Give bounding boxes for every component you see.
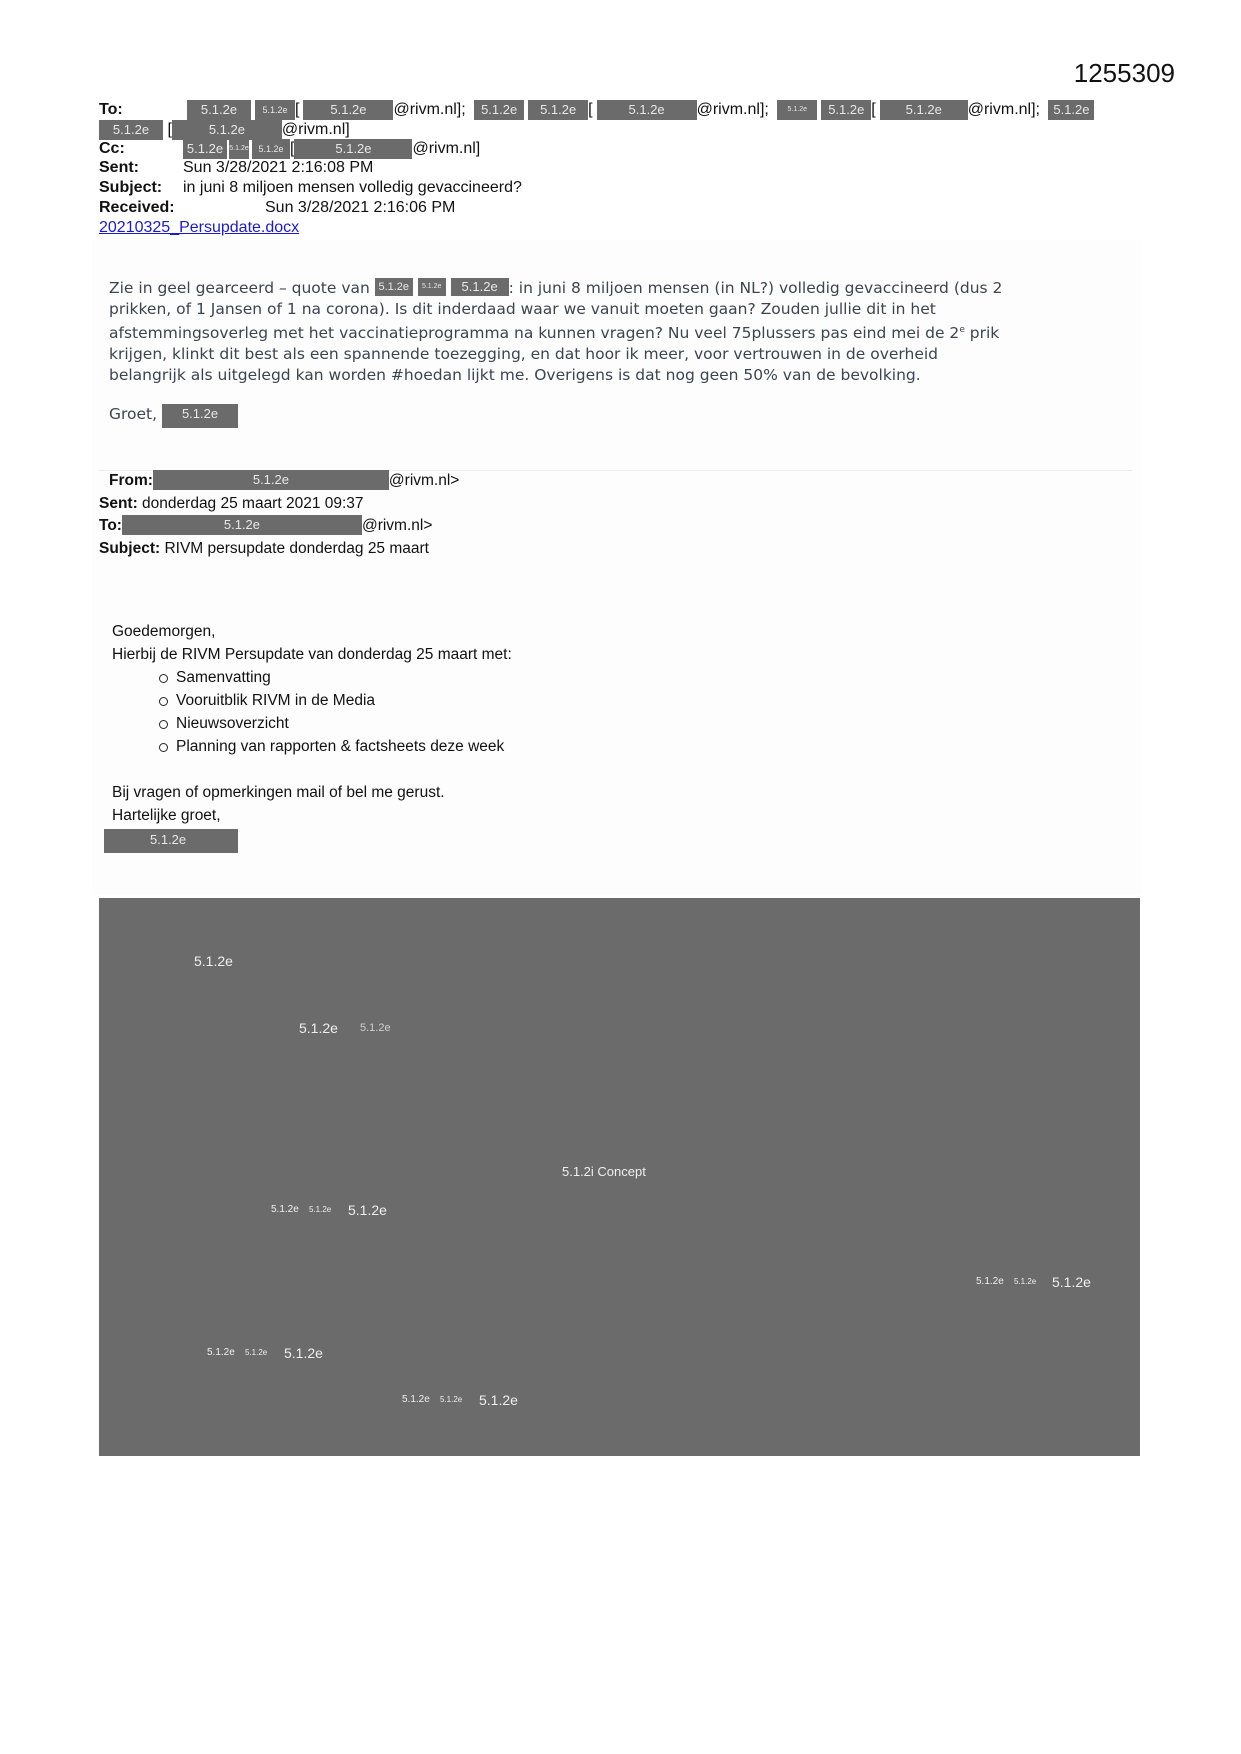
intro: Hierbij de RIVM Persupdate van donderdag 25 maart met: (112, 646, 512, 663)
attachment-link[interactable]: 20210325_Persupdate.docx (99, 219, 300, 236)
cc-suffix: @rivm.nl] (412, 140, 481, 157)
redaction-label: 5.1.2i Concept (562, 1164, 646, 1179)
body-line-2: prikken, of 1 Jansen of 1 na corona). Is dit inderdaad waar we vanuit moeten gaan? Zouden jullie dit in het (109, 300, 936, 318)
redaction-box: 5.1.2e (229, 139, 249, 159)
list-item: Nieuwsoverzicht (156, 712, 512, 735)
separator-text: @rivm.nl]; (696, 101, 774, 118)
cc-line: Cc: 5.1.2e 5.1.2e 5.1.2e [ 5.1.2e @rivm.nl] (99, 140, 481, 157)
redaction-label: 5.1.2e (207, 1347, 235, 1358)
fwd-subject-line: Subject: RIVM persupdate donderdag 25 maart (99, 539, 429, 557)
attachment-line (99, 218, 299, 238)
sent-label: Sent: (99, 159, 139, 176)
list-item: Samenvatting (156, 666, 512, 689)
redacted-image-panel (99, 898, 1140, 1456)
redaction-box: 5.1.2e (1048, 100, 1094, 120)
redaction-label: 5.1.2e (1014, 1277, 1037, 1286)
redaction-box: 5.1.2e (187, 100, 251, 120)
separator-text: [ (295, 101, 300, 118)
redaction-box: 5.1.2e (375, 278, 413, 296)
to-suffix: @rivm.nl] (281, 121, 350, 138)
forwarded-header (99, 470, 459, 560)
redaction-box: 5.1.2e (122, 515, 362, 535)
redaction-box: 5.1.2e (303, 100, 393, 120)
separator-text: [ (588, 101, 593, 118)
redaction-box: 5.1.2e (99, 120, 163, 140)
redaction-box: 5.1.2e (451, 278, 509, 296)
subject-line (99, 178, 522, 198)
separator-text: [ (871, 101, 876, 118)
received-label: Received: (99, 199, 175, 216)
redaction-box: 5.1.2e (172, 120, 282, 140)
subject-value: in juni 8 miljoen mensen volledig gevaccineerd? (183, 179, 522, 196)
redaction-box: 5.1.2e (597, 100, 697, 120)
sent-line (99, 158, 373, 178)
sign-off: Hartelijke groet, (112, 807, 221, 824)
closing-note: Bij vragen of opmerkingen mail of bel me gerust. (112, 784, 445, 801)
redaction-box: 5.1.2e (162, 404, 238, 428)
redaction-box: 5.1.2e (821, 100, 871, 120)
redaction-box: 5.1.2e (474, 100, 524, 120)
redaction-box: 5.1.2e (294, 139, 412, 159)
body-line-4: krijgen, klinkt dit best als een spannende toezegging, en dat hoor ik meer, voor vertrouwen in de overheid (109, 345, 939, 364)
received-value: Sun 3/28/2021 2:16:06 PM (265, 199, 456, 216)
forwarded-body (112, 620, 512, 853)
greeting-line: Groet, 5.1.2e (109, 404, 1139, 428)
document-number: 1255309 (1073, 58, 1175, 88)
separator-text: @rivm.nl]; (967, 101, 1045, 118)
redaction-label: 5.1.2e (271, 1204, 299, 1215)
message-body (109, 278, 1139, 428)
fwd-from-line: From: 5.1.2e @rivm.nl> (109, 472, 460, 489)
subject-label: Subject: (99, 179, 163, 196)
redaction-box: 5.1.2e (418, 278, 446, 296)
redaction-label: 5.1.2e (440, 1395, 463, 1404)
redaction-box: 5.1.2e (252, 139, 290, 159)
list-item: Vooruitblik RIVM in de Media (156, 689, 512, 712)
redaction-label: 5.1.2e (348, 1202, 387, 1218)
body-line-1: Zie in geel gearceerd – quote van 5.1.2e 5.1.2e 5.1.2e : in juni 8 miljoen mensen (in NL?) volledig gevaccineerd (dus 2 (109, 279, 1003, 297)
redaction-label: 5.1.2e (1052, 1274, 1091, 1290)
body-line-3: afstemmingsoverleg met het vaccinatieprogramma na kunnen vragen? Nu veel 75plussers pas eind mei de 2e prik (109, 324, 1000, 343)
redaction-box: 5.1.2e (777, 100, 817, 120)
redaction-box: 5.1.2e (880, 100, 968, 120)
to-recipients (183, 101, 1094, 118)
to-line-continued: 5.1.2e [ 5.1.2e @rivm.nl] (99, 120, 350, 140)
redaction-label: 5.1.2e (194, 953, 233, 969)
to-label: To: (99, 101, 123, 118)
redaction-label: 5.1.2e (245, 1348, 268, 1357)
redaction-box: 5.1.2e (183, 139, 227, 159)
redaction-label: 5.1.2e (360, 1022, 391, 1034)
body-line-5: belangrijk als uitgelegd kan worden #hoedan lijkt me. Overigens is dat nog geen 50% van de bevolking. (109, 366, 921, 385)
redaction-box: 5.1.2e (153, 470, 389, 490)
redaction-label: 5.1.2e (284, 1345, 323, 1361)
redaction-label: 5.1.2e (479, 1392, 518, 1408)
received-line (99, 198, 455, 218)
fwd-to-line: To: 5.1.2e @rivm.nl> (99, 517, 433, 534)
redaction-label: 5.1.2e (299, 1020, 338, 1036)
to-line (99, 100, 1094, 120)
signature-redaction: 5.1.2e (104, 829, 238, 853)
redaction-label: 5.1.2e (402, 1394, 430, 1405)
redaction-label: 5.1.2e (309, 1205, 332, 1214)
cc-label: Cc: (99, 140, 125, 157)
sent-value: Sun 3/28/2021 2:16:08 PM (183, 159, 374, 176)
fwd-sent-line: Sent: donderdag 25 maart 2021 09:37 (99, 494, 364, 512)
separator-text: @rivm.nl]; (393, 101, 471, 118)
redaction-box: 5.1.2e (255, 100, 295, 120)
salutation: Goedemorgen, (112, 623, 216, 640)
list-item: Planning van rapporten & factsheets deze week (156, 735, 512, 758)
contents-list (156, 666, 512, 758)
redaction-box: 5.1.2e (528, 100, 588, 120)
redaction-label: 5.1.2e (976, 1276, 1004, 1287)
